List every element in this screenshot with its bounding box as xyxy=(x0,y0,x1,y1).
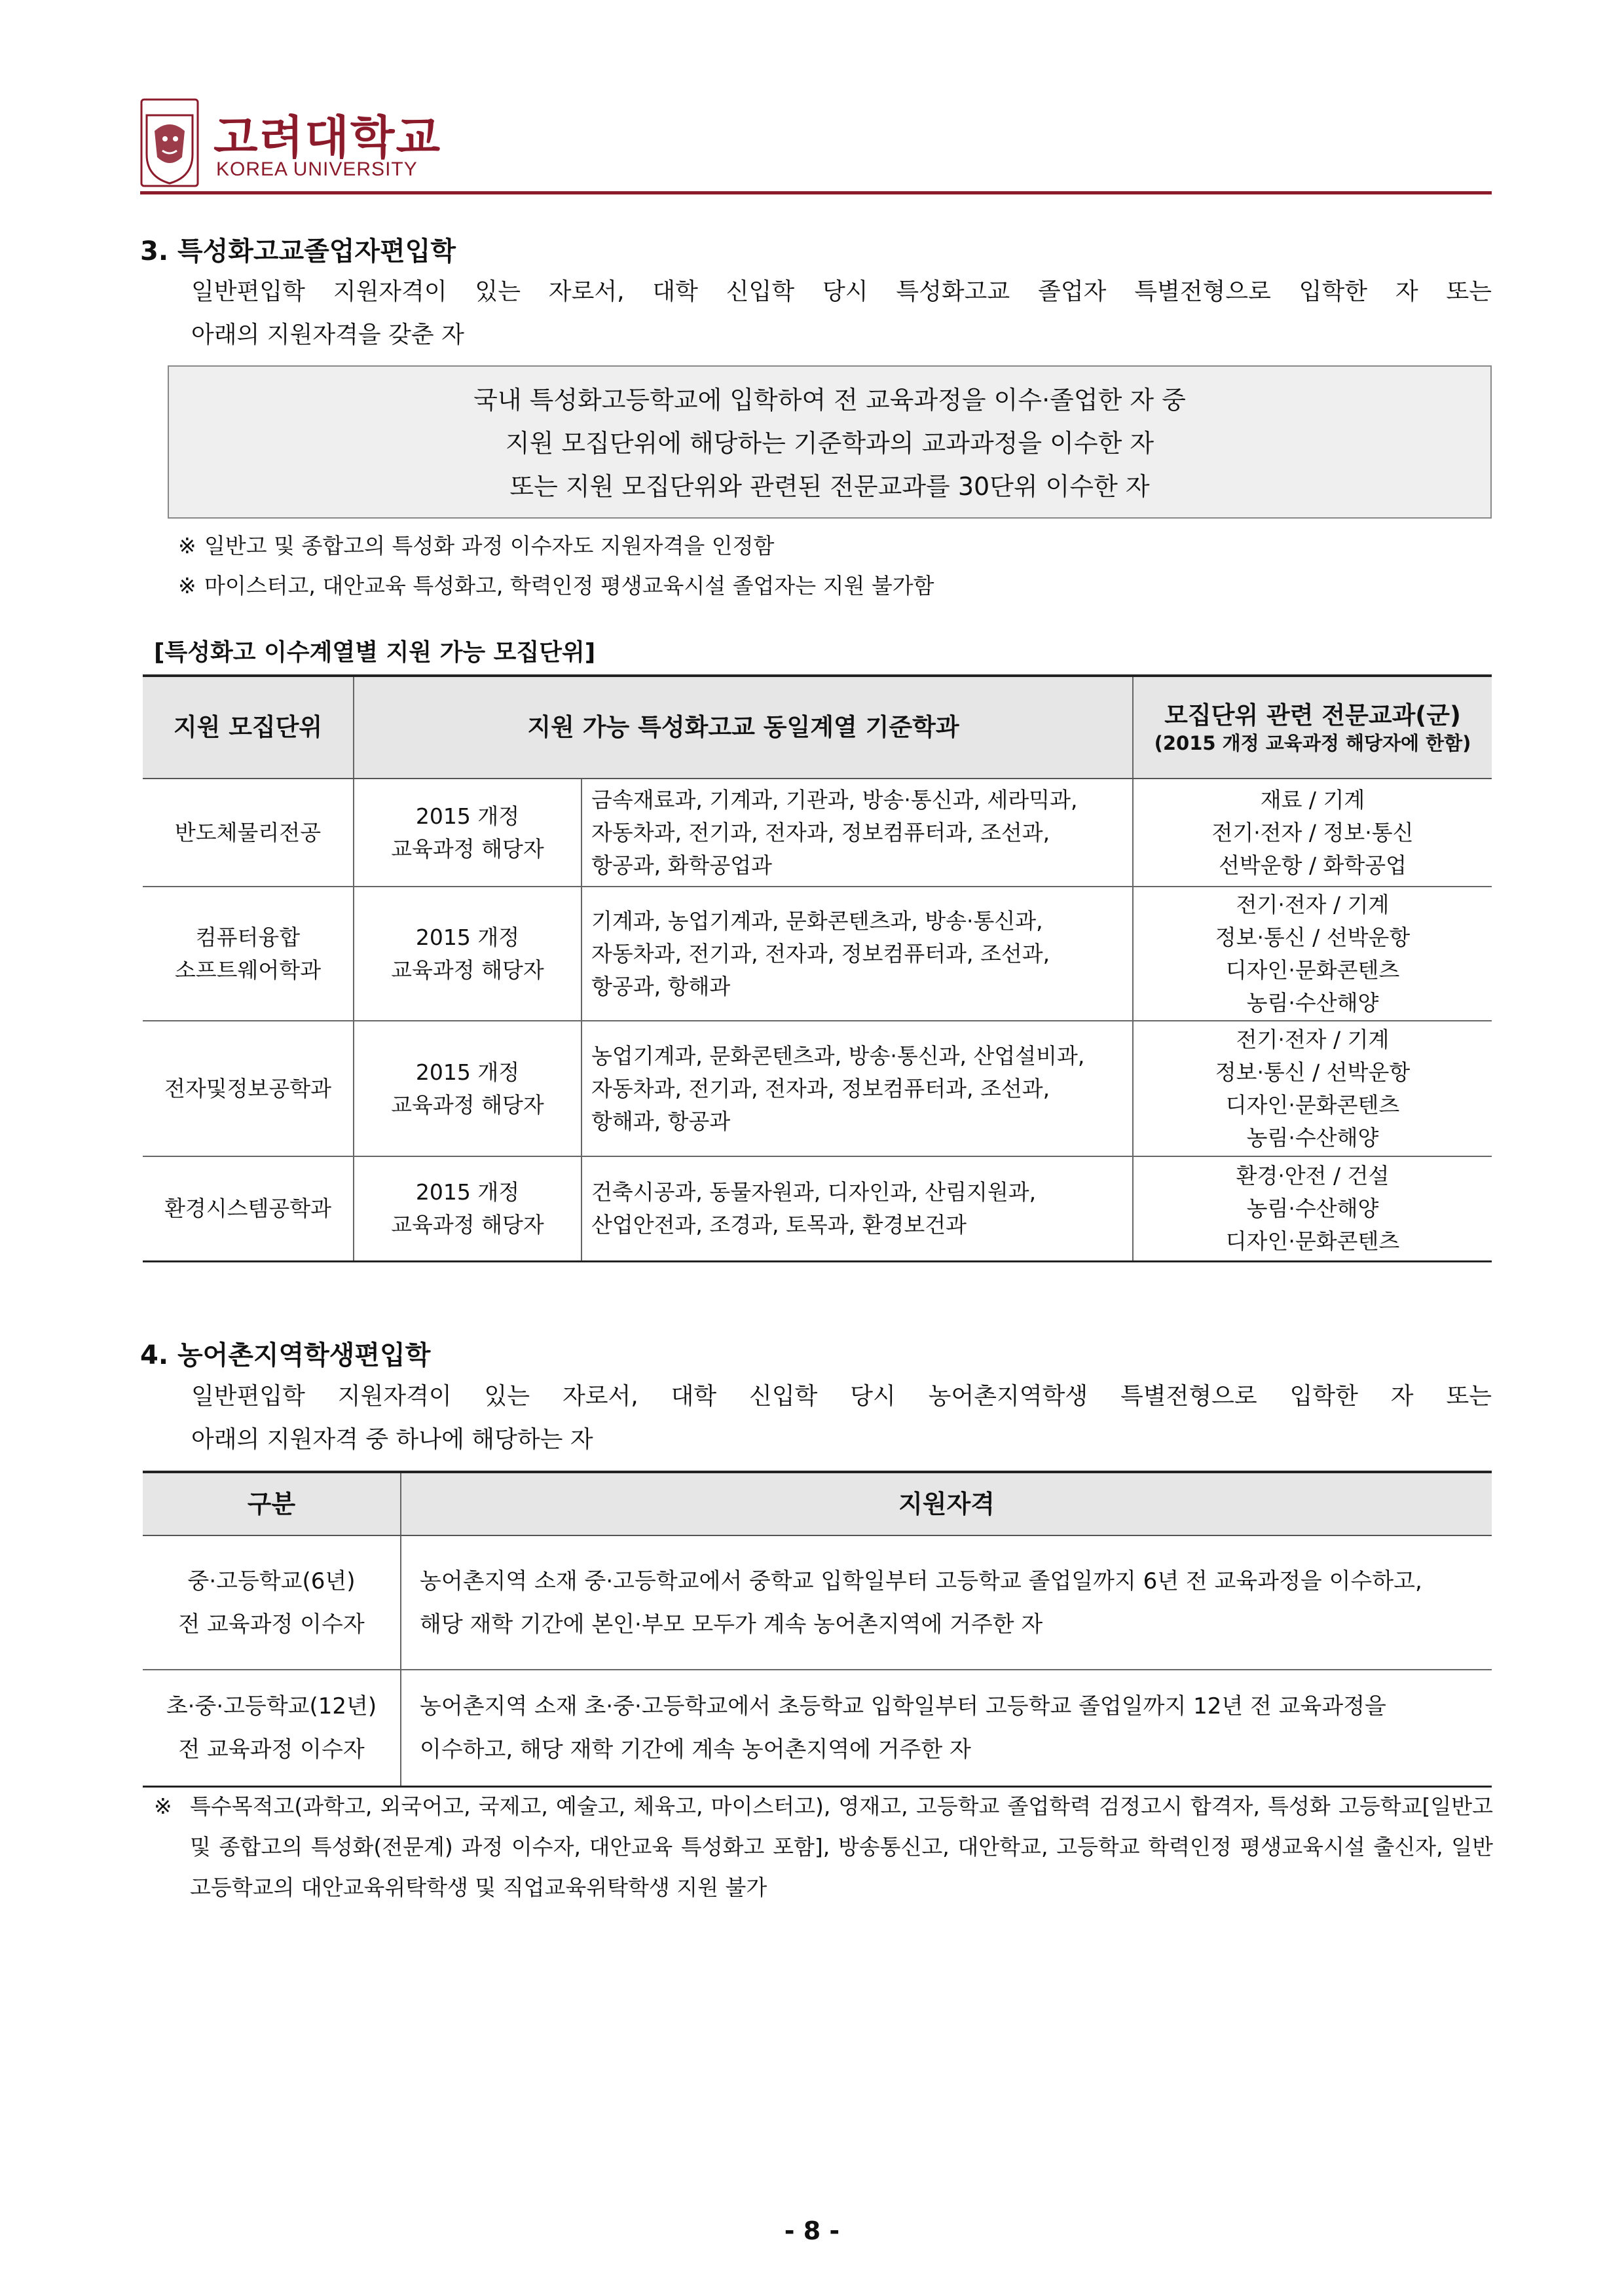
majors-line: 자동차과, 전기과, 전자과, 정보컴퓨터과, 조선과, xyxy=(591,940,1050,966)
subjects-cell xyxy=(1133,1021,1492,1156)
subjects-line: 전기·전자 / 기계 xyxy=(1236,1026,1390,1052)
header-subjects-main: 모집단위 관련 전문교과(군) xyxy=(1164,701,1461,729)
curriculum-cell xyxy=(354,779,581,887)
qualification-line: 농어촌지역 소재 중·고등학교에서 중학교 입학일부터 고등학교 졸업일까지 6년 전 교육과정을 이수하고, xyxy=(420,1568,1422,1594)
majors-line: 금속재료과, 기계과, 기관과, 방송·통신과, 세라믹과, xyxy=(591,786,1078,813)
table-row xyxy=(143,1670,1492,1786)
majors-cell xyxy=(581,1021,1133,1156)
majors-line: 항해과, 항공과 xyxy=(591,1108,731,1134)
header-subjects xyxy=(1133,676,1492,779)
unit-line: 환경시스템공학과 xyxy=(164,1195,332,1221)
section3-intro-line2: 아래의 지원자격을 갖춘 자 xyxy=(191,321,464,348)
rural-eligibility-table xyxy=(143,1471,1492,1788)
section3-intro xyxy=(191,270,1492,357)
curriculum-line: 2015 개정 xyxy=(415,1059,520,1085)
category-line: 초·중·고등학교(12년) xyxy=(166,1693,377,1719)
table-row xyxy=(143,1021,1492,1156)
section3-note xyxy=(178,569,934,600)
curriculum-line: 2015 개정 xyxy=(415,924,520,950)
university-seal-icon xyxy=(140,98,199,187)
qualification-line: 해당 재학 기간에 본인·부모 모두가 계속 농어촌지역에 거주한 자 xyxy=(420,1611,1043,1638)
subjects-line: 디자인·문화콘텐츠 xyxy=(1225,1228,1400,1254)
note-mark: ※ xyxy=(154,1793,172,1819)
majors-cell xyxy=(581,887,1133,1021)
category-line: 전 교육과정 이수자 xyxy=(178,1611,365,1638)
majors-line: 건축시공과, 동물자원과, 디자인과, 산림지원과, xyxy=(591,1179,1037,1205)
header-qualification: 지원자격 xyxy=(401,1472,1492,1535)
subjects-line: 전기·전자 / 정보·통신 xyxy=(1211,819,1414,845)
section3-note xyxy=(178,529,774,560)
note-text: 마이스터고, 대안교육 특성화고, 학력인정 평생교육시설 졸업자는 지원 불가함 xyxy=(204,573,934,598)
subjects-line: 재료 / 기계 xyxy=(1260,786,1365,813)
section4-intro-line1: 일반편입학 지원자격이 있는 자로서, 대학 신입학 당시 농어촌지역학생 특별전형으로 입학한 자 또는 xyxy=(191,1383,1492,1410)
majors-cell xyxy=(581,1156,1133,1261)
section3-intro-line1: 일반편입학 지원자격이 있는 자로서, 대학 신입학 당시 특성화고교 졸업자 특별전형으로 입학한 자 또는 xyxy=(191,278,1492,305)
qualification-line: 이수하고, 해당 재학 기간에 계속 농어촌지역에 거주한 자 xyxy=(420,1736,971,1763)
majors-cell xyxy=(581,779,1133,887)
curriculum-cell xyxy=(354,1156,581,1261)
majors-line: 항공과, 화학공업과 xyxy=(591,852,773,878)
qualification-line: 농어촌지역 소재 초·중·고등학교에서 초등학교 입학일부터 고등학교 졸업일까지 12년 전 교육과정을 xyxy=(420,1693,1386,1719)
note-text: 일반고 및 종합고의 특성화 과정 이수자도 지원자격을 인정함 xyxy=(204,533,775,559)
qualification-cell xyxy=(401,1670,1492,1786)
table-title: [특성화고 이수계열별 지원 가능 모집단위] xyxy=(154,639,596,666)
subjects-line: 디자인·문화콘텐츠 xyxy=(1225,957,1400,983)
section4-footnote xyxy=(154,1786,1493,1908)
table-row xyxy=(143,1156,1492,1261)
unit-line: 반도체물리전공 xyxy=(174,819,322,845)
category-cell xyxy=(143,1535,401,1670)
subjects-cell xyxy=(1133,779,1492,887)
section4-intro xyxy=(191,1375,1492,1461)
subjects-cell xyxy=(1133,1156,1492,1261)
section3-title: 3. 특성화고교졸업자편입학 xyxy=(140,236,456,266)
logo-korean-text: 고려대학교 xyxy=(213,111,442,164)
subjects-line: 정보·통신 / 선박운항 xyxy=(1215,924,1411,950)
footnote-text: 특수목적고(과학고, 외국어고, 국제고, 예술고, 체육고, 마이스터고), 영재고, 고등학교 졸업학력 검정고시 합격자, 특성화 고등학교[일반고 및 종합고의 특성화(전문계) 과정 이수자, 대안교육 특성화고 포함], 방송통신고, 대안학교, 고등학교 학력인정 평생교육시설 출신자, 일반고등학교의 대안교육위탁학생 및 직업교육위탁학생 지원 불가 xyxy=(190,1793,1493,1900)
subjects-line: 농림·수산해양 xyxy=(1246,989,1379,1016)
majors-line: 자동차과, 전기과, 전자과, 정보컴퓨터과, 조선과, xyxy=(591,819,1050,845)
category-line: 중·고등학교(6년) xyxy=(187,1568,356,1594)
eligibility-line: 또는 지원 모집단위와 관련된 전문교과를 30단위 이수한 자 xyxy=(509,472,1150,501)
section4-intro-line2: 아래의 지원자격 중 하나에 해당하는 자 xyxy=(191,1426,593,1453)
subjects-line: 농림·수산해양 xyxy=(1246,1195,1379,1221)
majors-line: 산업안전과, 조경과, 토목과, 환경보건과 xyxy=(591,1211,967,1238)
subjects-line: 환경·안전 / 건설 xyxy=(1236,1162,1390,1188)
category-cell xyxy=(143,1670,401,1786)
unit-line: 전자및정보공학과 xyxy=(164,1075,332,1101)
page-number: - 8 - xyxy=(784,2216,840,2245)
subjects-line: 디자인·문화콘텐츠 xyxy=(1225,1092,1400,1118)
eligibility-line: 국내 특성화고등학교에 입학하여 전 교육과정을 이수·졸업한 자 중 xyxy=(473,386,1186,414)
university-logo xyxy=(140,98,442,196)
unit-cell xyxy=(143,887,354,1021)
logo-english-text: KOREA UNIVERSITY xyxy=(216,158,418,180)
header-dept: 지원 가능 특성화고교 동일계열 기준학과 xyxy=(354,676,1133,779)
curriculum-line: 교육과정 해당자 xyxy=(391,1092,544,1118)
majors-line: 기계과, 농업기계과, 문화콘텐츠과, 방송·통신과, xyxy=(591,908,1043,934)
header-subjects-sub: (2015 개정 교육과정 해당자에 한함) xyxy=(1154,732,1471,754)
eligibility-line: 지원 모집단위에 해당하는 기준학과의 교과과정을 이수한 자 xyxy=(505,429,1154,458)
unit-line: 소프트웨어학과 xyxy=(174,957,322,983)
majors-line: 항공과, 항해과 xyxy=(591,973,731,999)
qualification-cell xyxy=(401,1535,1492,1670)
curriculum-line: 2015 개정 xyxy=(415,1179,520,1205)
subjects-line: 선박운항 / 화학공업 xyxy=(1218,852,1407,878)
subjects-line: 전기·전자 / 기계 xyxy=(1236,891,1390,917)
majors-line: 농업기계과, 문화콘텐츠과, 방송·통신과, 산업설비과, xyxy=(591,1042,1085,1069)
section4-title: 4. 농어촌지역학생편입학 xyxy=(140,1340,431,1370)
subjects-cell xyxy=(1133,887,1492,1021)
note-mark: ※ xyxy=(178,533,196,559)
header-unit: 지원 모집단위 xyxy=(143,676,354,779)
header-divider xyxy=(140,191,1492,194)
curriculum-line: 교육과정 해당자 xyxy=(391,1211,544,1238)
unit-cell xyxy=(143,1156,354,1261)
table-row xyxy=(143,779,1492,887)
curriculum-cell xyxy=(354,1021,581,1156)
subjects-line: 정보·통신 / 선박운항 xyxy=(1215,1059,1411,1085)
category-line: 전 교육과정 이수자 xyxy=(178,1736,365,1763)
table-row xyxy=(143,1535,1492,1670)
curriculum-line: 교육과정 해당자 xyxy=(391,957,544,983)
unit-cell xyxy=(143,1021,354,1156)
department-table xyxy=(143,674,1492,1262)
table-row xyxy=(143,887,1492,1021)
curriculum-cell xyxy=(354,887,581,1021)
curriculum-line: 2015 개정 xyxy=(415,803,520,829)
eligibility-box xyxy=(168,365,1492,519)
curriculum-line: 교육과정 해당자 xyxy=(391,835,544,862)
note-mark: ※ xyxy=(178,573,196,598)
subjects-line: 농림·수산해양 xyxy=(1246,1124,1379,1150)
majors-line: 자동차과, 전기과, 전자과, 정보컴퓨터과, 조선과, xyxy=(591,1075,1050,1101)
unit-line: 컴퓨터융합 xyxy=(195,924,301,950)
header-category: 구분 xyxy=(143,1472,401,1535)
unit-cell xyxy=(143,779,354,887)
